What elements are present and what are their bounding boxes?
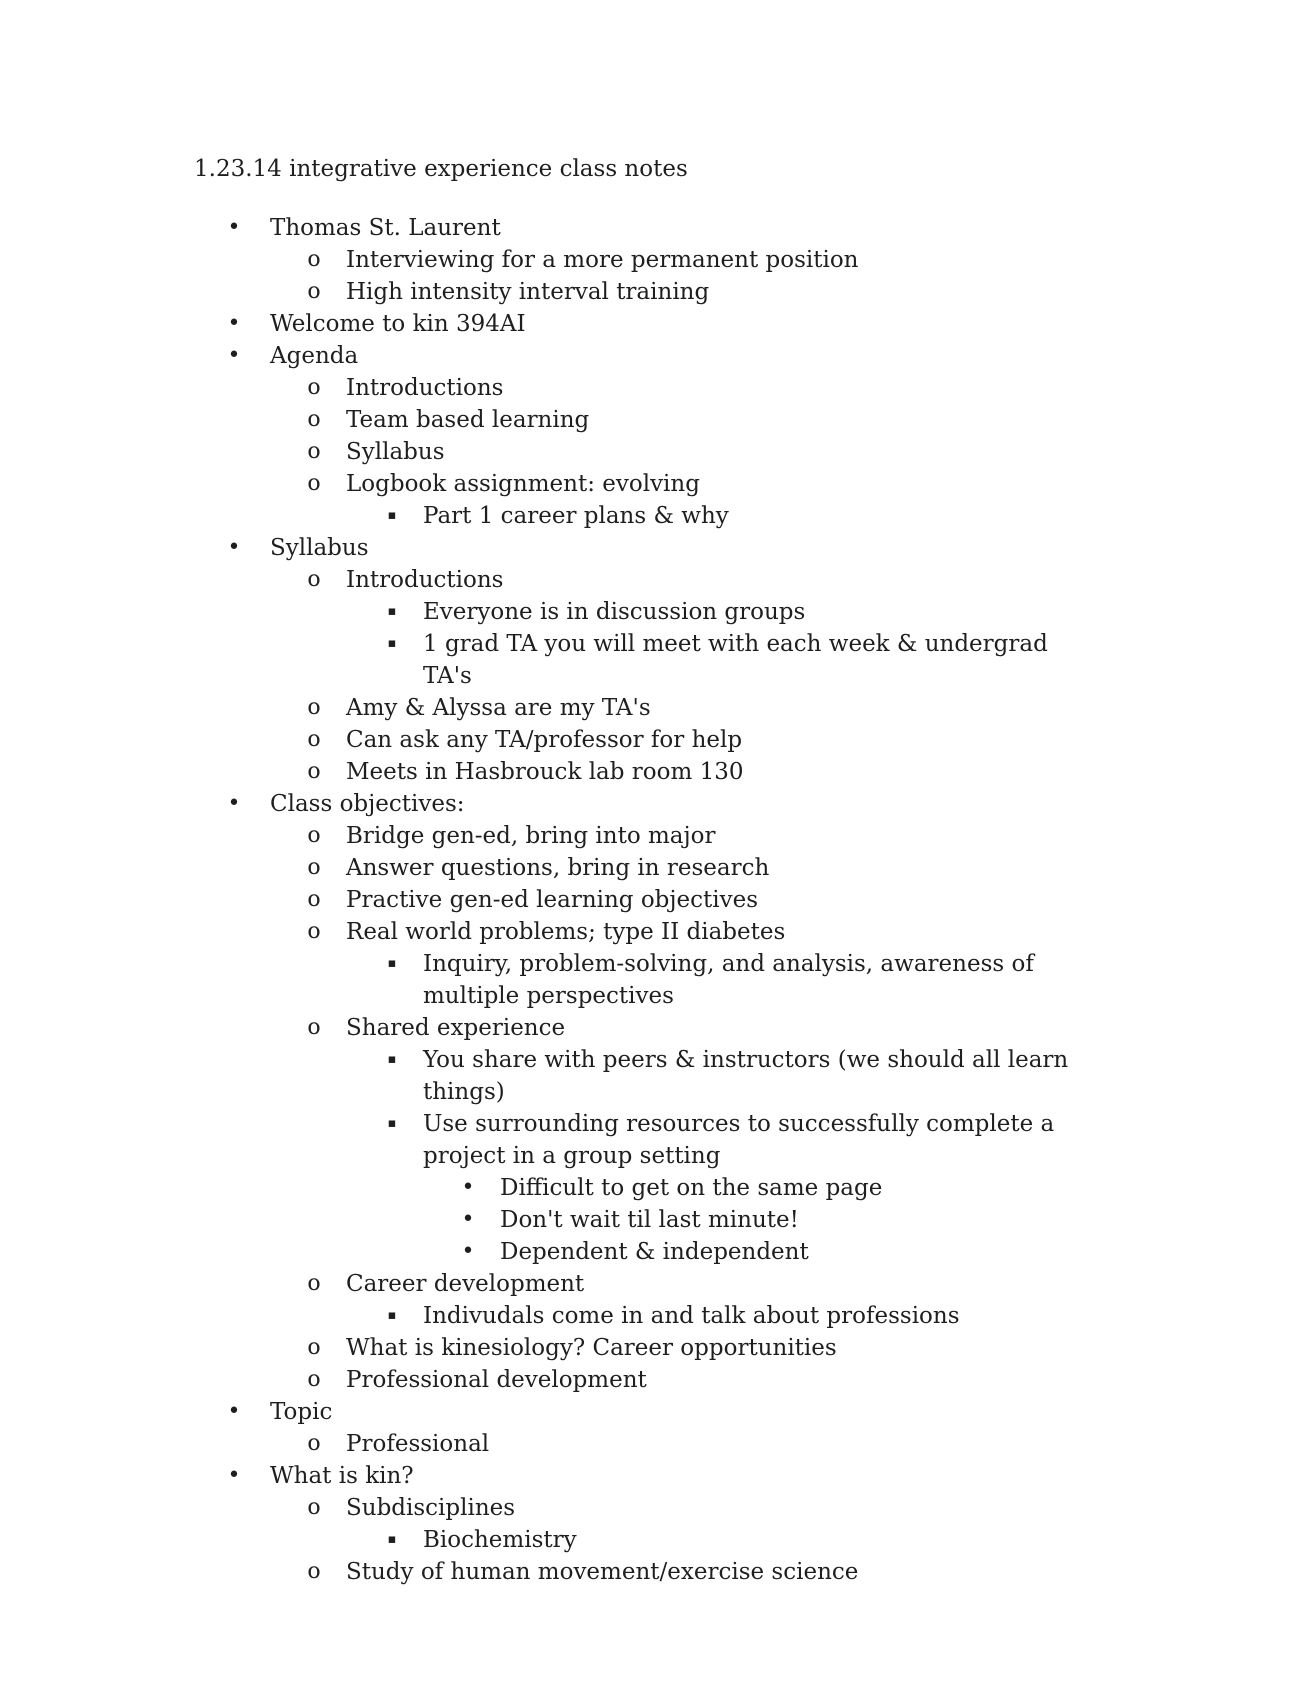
bullet-square-icon: ▪	[387, 636, 397, 651]
outline-item-text: Indivudals come in and talk about professions	[423, 1303, 960, 1329]
outline-item-level-2	[0, 372, 1306, 404]
bullet-square-icon: ▪	[387, 1052, 397, 1067]
outline-item-level-3	[0, 596, 1306, 628]
bullet-square-icon: ▪	[387, 508, 397, 523]
outline-item-level-1	[0, 1396, 1306, 1428]
outline-item-level-2	[0, 884, 1306, 916]
bullet-circle-icon: o	[307, 1015, 321, 1040]
bullet-disc-icon: •	[227, 343, 241, 368]
outline-item-text: Biochemistry	[423, 1527, 577, 1553]
outline-item-text: Logbook assignment: evolving	[346, 471, 700, 497]
bullet-circle-icon: o	[307, 1271, 321, 1296]
bullet-circle-icon: o	[307, 247, 321, 272]
outline-item-text: Topic	[270, 1399, 333, 1425]
outline-item-text: Professional development	[346, 1367, 647, 1393]
bullet-circle-icon: o	[307, 1367, 321, 1392]
outline-item-level-2	[0, 1332, 1306, 1364]
outline-item-text: Amy & Alyssa are my TA's	[346, 695, 651, 721]
outline-item-text: Answer questions, bring in research	[346, 855, 770, 881]
bullet-circle-icon: o	[307, 919, 321, 944]
bullet-circle-icon: o	[307, 887, 321, 912]
outline-item-level-1	[0, 788, 1306, 820]
outline-item-level-3	[0, 1044, 1306, 1108]
outline-item-text: Don't wait til last minute!	[500, 1207, 799, 1233]
outline-item-text: Bridge gen-ed, bring into major	[346, 823, 716, 849]
bullet-square-icon: ▪	[387, 1532, 397, 1547]
outline-item-level-2	[0, 276, 1306, 308]
outline-item-text: Difficult to get on the same page	[500, 1175, 883, 1201]
outline-item-level-3	[0, 948, 1306, 1012]
outline-item-text: Syllabus	[346, 439, 445, 465]
bullet-disc-icon: •	[227, 791, 241, 816]
bullet-circle-icon: o	[307, 759, 321, 784]
outline-item-level-2	[0, 1268, 1306, 1300]
outline-item-text: Syllabus	[270, 535, 369, 561]
bullet-circle-icon: o	[307, 855, 321, 880]
outline-item-level-2	[0, 1556, 1306, 1588]
bullet-disc-icon: •	[227, 215, 241, 240]
bullet-circle-icon: o	[307, 567, 321, 592]
outline-item-level-2	[0, 404, 1306, 436]
outline-item-level-2	[0, 692, 1306, 724]
bullet-square-icon: ▪	[387, 1116, 397, 1131]
outline-item-level-2	[0, 564, 1306, 596]
outline-item-level-4	[0, 1204, 1306, 1236]
outline-item-level-2	[0, 436, 1306, 468]
outline-item-text: Meets in Hasbrouck lab room 130	[346, 759, 744, 785]
bullet-circle-icon: o	[307, 727, 321, 752]
outline-item-text: Welcome to kin 394AI	[270, 311, 526, 337]
outline-item-text: Interviewing for a more permanent position	[346, 247, 859, 273]
bullet-disc-icon: •	[227, 535, 241, 560]
outline-item-level-4	[0, 1172, 1306, 1204]
outline-item-text: Study of human movement/exercise science	[346, 1559, 859, 1585]
outline-item-level-1	[0, 212, 1306, 244]
outline-item-level-3	[0, 500, 1306, 532]
bullet-disc-icon: •	[227, 311, 241, 336]
bullet-circle-icon: o	[307, 1431, 321, 1456]
outline-item-text: Everyone is in discussion groups	[423, 599, 806, 625]
outline-item-text: Introductions	[346, 375, 504, 401]
outline-item-level-4	[0, 1236, 1306, 1268]
document-title: 1.23.14 integrative experience class notes	[194, 156, 688, 182]
outline-item-text: Use surrounding resources to successfully complete a project in a group setting	[423, 1111, 1055, 1169]
outline-item-text: Introductions	[346, 567, 504, 593]
outline-item-text: Shared experience	[346, 1015, 566, 1041]
outline-item-text: High intensity interval training	[346, 279, 710, 305]
outline-item-text: 1 grad TA you will meet with each week & undergrad TA's	[423, 631, 1048, 689]
outline-item-level-2	[0, 852, 1306, 884]
outline-item-text: Subdisciplines	[346, 1495, 516, 1521]
bullet-circle-icon: o	[307, 1559, 321, 1584]
bullet-square-icon: ▪	[387, 956, 397, 971]
bullet-circle-icon: o	[307, 1335, 321, 1360]
bullet-circle-icon: o	[307, 823, 321, 848]
outline-item-level-3	[0, 1524, 1306, 1556]
bullet-disc-icon: •	[461, 1239, 475, 1264]
outline-item-level-3	[0, 1108, 1306, 1172]
bullet-circle-icon: o	[307, 375, 321, 400]
outline-item-level-2	[0, 1492, 1306, 1524]
outline-item-text: Practive gen-ed learning objectives	[346, 887, 759, 913]
outline-item-level-2	[0, 468, 1306, 500]
bullet-circle-icon: o	[307, 695, 321, 720]
outline-item-text: Class objectives:	[270, 791, 465, 817]
outline-item-text: What is kin?	[270, 1463, 414, 1489]
bullet-circle-icon: o	[307, 279, 321, 304]
bullet-circle-icon: o	[307, 471, 321, 496]
outline-item-text: Dependent & independent	[500, 1239, 809, 1265]
outline-item-level-2	[0, 1428, 1306, 1460]
outline-item-text: Inquiry, problem-solving, and analysis, awareness of multiple perspectives	[423, 951, 1034, 1009]
outline-item-text: Professional	[346, 1431, 490, 1457]
bullet-disc-icon: •	[461, 1207, 475, 1232]
outline-item-level-2	[0, 244, 1306, 276]
outline-item-text: What is kinesiology? Career opportunities	[346, 1335, 837, 1361]
bullet-circle-icon: o	[307, 439, 321, 464]
outline-item-level-2	[0, 820, 1306, 852]
outline-item-level-2	[0, 724, 1306, 756]
outline-item-text: You share with peers & instructors (we should all learn things)	[423, 1047, 1069, 1105]
bullet-disc-icon: •	[227, 1399, 241, 1424]
outline-item-level-2	[0, 916, 1306, 948]
outline-item-level-3	[0, 1300, 1306, 1332]
outline-item-text: Career development	[346, 1271, 585, 1297]
outline-item-level-1	[0, 1460, 1306, 1492]
bullet-square-icon: ▪	[387, 604, 397, 619]
outline-item-text: Can ask any TA/professor for help	[346, 727, 743, 753]
outline-item-text: Agenda	[270, 343, 359, 369]
outline-item-level-3	[0, 628, 1306, 692]
bullet-disc-icon: •	[227, 1463, 241, 1488]
bullet-disc-icon: •	[461, 1175, 475, 1200]
outline-item-level-1	[0, 308, 1306, 340]
notes-outline	[0, 212, 1306, 1588]
outline-item-text: Thomas St. Laurent	[270, 215, 501, 241]
outline-item-level-1	[0, 340, 1306, 372]
outline-item-text: Team based learning	[346, 407, 590, 433]
outline-item-level-1	[0, 532, 1306, 564]
outline-item-level-2	[0, 756, 1306, 788]
outline-item-level-2	[0, 1012, 1306, 1044]
bullet-circle-icon: o	[307, 407, 321, 432]
bullet-square-icon: ▪	[387, 1308, 397, 1323]
bullet-circle-icon: o	[307, 1495, 321, 1520]
outline-item-text: Real world problems; type II diabetes	[346, 919, 786, 945]
outline-item-text: Part 1 career plans & why	[423, 503, 729, 529]
outline-item-level-2	[0, 1364, 1306, 1396]
